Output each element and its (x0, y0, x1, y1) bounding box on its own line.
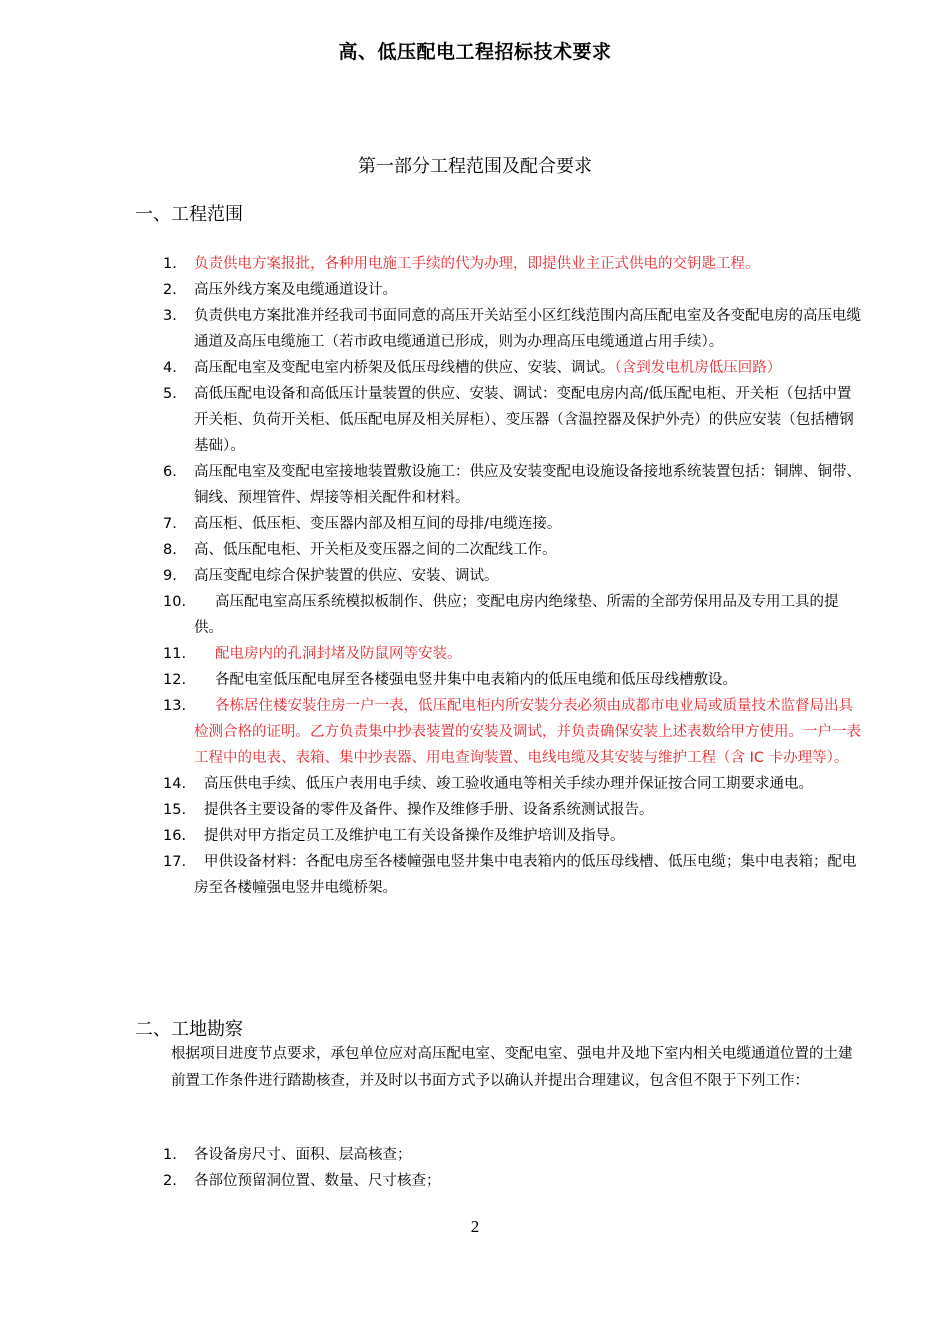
list-item-text: 各配电室低压配电屏至各楼强电竖井集中电表箱内的低压电缆和低压母线槽敷设。 (215, 672, 737, 688)
list-item-text: 提供各主要设备的零件及备件、操作及维修手册、设备系统测试报告。 (204, 802, 654, 818)
list-item-number: 17. (163, 854, 187, 870)
list-item (163, 563, 863, 589)
list-item-number: 11. (163, 646, 187, 662)
part-title: 第一部分工程范围及配合要求 (358, 156, 592, 177)
list-item (163, 797, 863, 823)
list-item-text: 配电房内的孔洞封堵及防鼠网等安装。 (215, 646, 462, 662)
list-item (163, 251, 863, 277)
scope-list (163, 251, 863, 901)
section-heading-scope: 一、工程范围 (135, 204, 243, 225)
list-item-text: 高压柜、低压柜、变压器内部及相互间的母排/电缆连接。 (194, 516, 562, 532)
list-item-number: 14. (163, 776, 187, 792)
list-item-number: 2. (163, 282, 177, 298)
list-item (163, 771, 863, 797)
list-item (163, 823, 863, 849)
list-item (163, 511, 863, 537)
list-item-text: 高压变配电综合保护装置的供应、安装、调试。 (194, 568, 499, 584)
list-item-text: 负责供电方案报批，各种用电施工手续的代为办理，即提供业主正式供电的交钥匙工程。 (194, 256, 760, 272)
list-item (163, 849, 863, 901)
list-item (163, 381, 863, 459)
list-item-number: 12. (163, 672, 187, 688)
list-item (163, 589, 863, 641)
list-item (163, 1168, 863, 1194)
list-item-text: 高压供电手续、低压户表用电手续、竣工验收通电等相关手续办理并保证按合同工期要求通电。 (204, 776, 813, 792)
list-item-text: 高低压配电设备和高低压计量装置的供应、安装、调试：变配电房内高/低压配电柜、开关柜（包括中置开关柜、负荷开关柜、低压配电屏及相关屏柜）、变压器（含温控器及保护外壳）的供应安装（包括槽钢基础）。 (194, 386, 854, 454)
list-item-text: 负责供电方案批准并经我司书面同意的高压开关站至小区红线范围内高压配电室及各变配电房的高压电缆通道及高压电缆施工（若市政电缆通道已形成，则为办理高压电缆通道占用手续）。 (194, 308, 861, 350)
site-survey-list (163, 1142, 863, 1194)
list-item-text: 各设备房尺寸、面积、层高核查； (194, 1147, 412, 1163)
list-item (163, 693, 863, 771)
list-item (163, 355, 863, 381)
list-item-text: 高压配电室高压系统模拟板制作、供应；变配电房内绝缘垫、所需的全部劳保用品及专用工具的提供。 (194, 594, 839, 636)
list-item-text: 高压外线方案及电缆通道设计。 (194, 282, 397, 298)
list-item-number: 10. (163, 594, 187, 610)
section-heading-site-survey: 二、工地勘察 (135, 1019, 243, 1040)
list-item (163, 1142, 863, 1168)
list-item-number: 4. (163, 360, 177, 376)
list-item-number: 13. (163, 698, 187, 714)
list-item (163, 303, 863, 355)
list-item-number: 1. (163, 1147, 177, 1163)
list-item-number: 8. (163, 542, 177, 558)
list-item-number: 5. (163, 386, 177, 402)
list-item-number: 16. (163, 828, 187, 844)
list-item-text: 高压配电室及变配电室接地装置敷设施工：供应及安装变配电设施设备接地系统装置包括：铜牌、铜带、铜线、预埋管件、焊接等相关配件和材料。 (194, 464, 861, 506)
list-item-number: 15. (163, 802, 187, 818)
list-item-text: 高压配电室及变配电室内桥架及低压母线槽的供应、安装、调试。 (194, 360, 615, 376)
site-survey-paragraph: 根据项目进度节点要求，承包单位应对高压配电室、变配电室、强电井及地下室内相关电缆通道位置的土建前置工作条件进行踏勘核查，并及时以书面方式予以确认并提出合理建议，包含但不限于下列工作： (171, 1046, 853, 1089)
list-item-text: 甲供设备材料：各配电房至各楼幢强电竖井集中电表箱内的低压母线槽、低压电缆；集中电表箱；配电房至各楼幢强电竖井电缆桥架。 (194, 854, 857, 896)
list-item-text: 各部位预留洞位置、数量、尺寸核查； (194, 1173, 441, 1189)
list-item-number: 7. (163, 516, 177, 532)
list-item-text: 各栋居住楼安装住房一户一表，低压配电柜内所安装分表必须由成都市电业局或质量技术监督局出具检测合格的证明。乙方负责集中抄表装置的安装及调试，并负责确保安装上述表数给甲方使用。一户一表工程中的电表、表箱、集中抄表器、用电查询装置、电线电缆及其安装与维护工程（含 IC 卡办理等）。 (194, 698, 861, 766)
list-item (163, 277, 863, 303)
list-item (163, 667, 863, 693)
list-item-number: 2. (163, 1173, 177, 1189)
list-item-text: 高、低压配电柜、开关柜及变压器之间的二次配线工作。 (194, 542, 557, 558)
list-item (163, 641, 863, 667)
list-item-number: 3. (163, 308, 177, 324)
list-item-number: 1. (163, 256, 177, 272)
document-title: 高、低压配电工程招标技术要求 (338, 41, 612, 63)
page-number: 2 (470, 1217, 480, 1236)
list-item-number: 9. (163, 568, 177, 584)
list-item-number: 6. (163, 464, 177, 480)
list-item-text-highlight: （含到发电机房低压回路） (614, 360, 782, 376)
list-item (163, 537, 863, 563)
list-item-text: 提供对甲方指定员工及维护电工有关设备操作及维护培训及指导。 (204, 828, 625, 844)
list-item (163, 459, 863, 511)
